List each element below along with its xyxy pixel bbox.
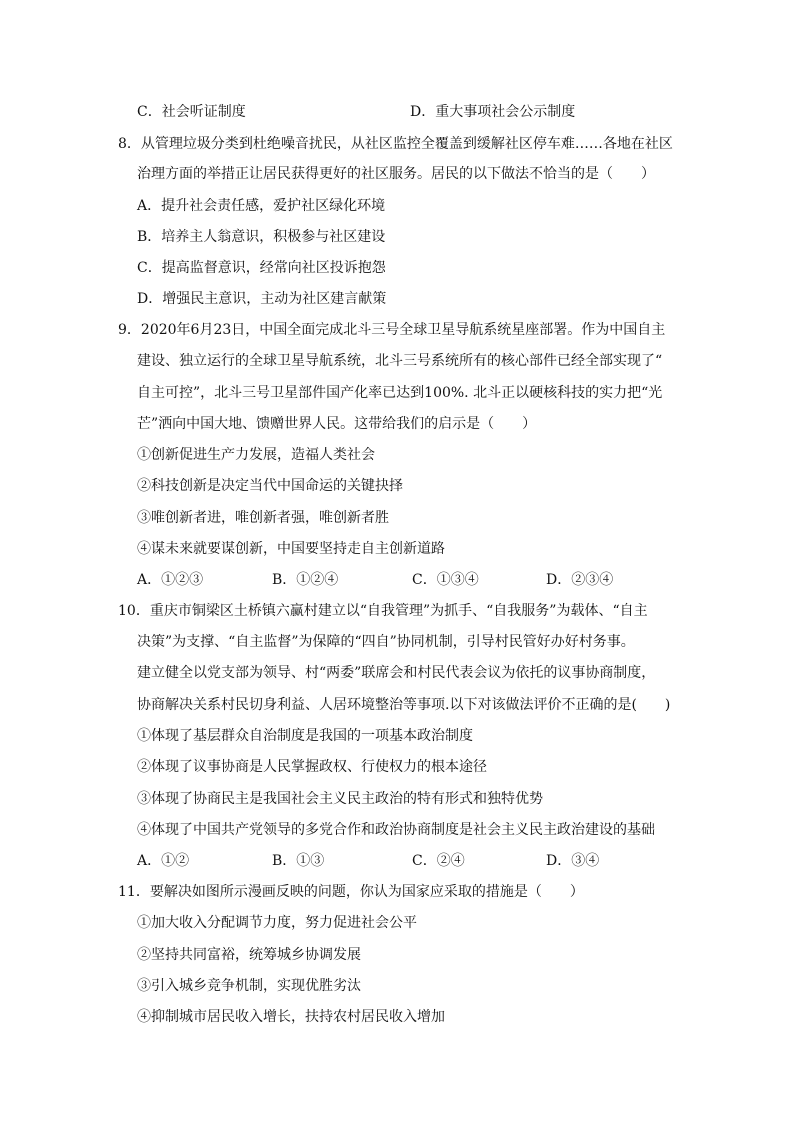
q10-option-a: A．①② (137, 853, 190, 869)
q9-option-a: A．①②③ (137, 572, 204, 588)
q8-option-d: D．增强民主意识，主动为社区建言献策 (137, 291, 387, 307)
q9-option-d: D．②③④ (546, 572, 614, 588)
q11-statement-2: ②坚持共同富裕，统筹城乡协调发展 (137, 947, 361, 963)
q10-statement-3: ③体现了协商民主是我国社会主义民主政治的特有形式和独特优势 (137, 791, 543, 807)
q7-option-c: C．社会听证制度 (137, 104, 246, 120)
q8-option-c: C．提高监督意识，经常向社区投诉抱怨 (137, 260, 386, 276)
q8-stem-line-1: 8．从管理垃圾分类到杜绝噪音扰民，从社区监控全覆盖到缓解社区停车难……各地在社区 (118, 136, 673, 152)
q9-stem-line-3: 自主可控”，北斗三号卫星部件国产化率已达到100%. 北斗正以硬核科技的实力把“光 (137, 385, 663, 401)
q8-option-b: B．培养主人翁意识，积极参与社区建设 (137, 229, 386, 245)
q8-stem-line-2: 治理方面的举措正让居民获得更好的社区服务。居民的以下做法不恰当的是（ ） (137, 166, 655, 182)
q10-stem-line-3: 建立健全以党支部为领导、村“两委”联席会和村民代表会议为依托的议事协商制度， (137, 665, 656, 681)
q10-statement-2: ②体现了议事协商是人民掌握政权、行使权力的根本途径 (137, 759, 487, 775)
q11-statement-3: ③引入城乡竞争机制，实现优胜劣汰 (137, 978, 361, 994)
q10-statement-4: ④体现了中国共产党领导的多党合作和政治协商制度是社会主义民主政治建设的基础 (137, 822, 655, 838)
q11-stem-line-1: 11．要解决如图所示漫画反映的问题，你认为国家应采取的措施是（ ） (118, 884, 584, 900)
q9-stem-line-4: 芒”洒向中国大地、馈赠世界人民。这带给我们的启示是（ ） (137, 416, 537, 432)
q8-option-a: A．提升社会责任感，爱护社区绿化环境 (137, 198, 386, 214)
q9-statement-3: ③唯创新者进，唯创新者强，唯创新者胜 (137, 510, 389, 526)
q11-statement-1: ①加大收入分配调节力度，努力促进社会公平 (137, 915, 417, 931)
q10-option-d: D．③④ (546, 853, 600, 869)
q10-stem-line-2: 决策”为支撑、“自主监督”为保障的“四自”协同机制，引导村民管好办好村务事。 (137, 634, 635, 650)
q11-statement-4: ④抑制城市居民收入增长，扶持农村居民收入增加 (137, 1009, 445, 1025)
q7-option-d: D．重大事项社会公示制度 (410, 104, 576, 120)
q10-stem-line-1: 10．重庆市铜梁区土桥镇六赢村建立以“自我管理”为抓手、“自我服务”为载体、“自主 (118, 603, 648, 619)
q9-option-b: B．①②④ (272, 572, 339, 588)
q10-option-b: B．①③ (272, 853, 325, 869)
q9-option-c: C．①③④ (412, 572, 479, 588)
q10-stem-line-4: 协商解决关系村民切身利益、人居环境整治等事项.以下对该做法评价不正确的是( ) (137, 697, 671, 713)
q9-stem-line-1: 9．2020年6月23日，中国全面完成北斗三号全球卫星导航系统星座部署。作为中国自主 (118, 322, 666, 338)
q10-option-c: C．②④ (412, 853, 465, 869)
q10-statement-1: ①体现了基层群众自治制度是我国的一项基本政治制度 (137, 728, 473, 744)
q9-statement-2: ②科技创新是决定当代中国命运的关键抉择 (137, 478, 403, 494)
q9-statement-1: ①创新促进生产力发展，造福人类社会 (137, 447, 375, 463)
q9-stem-line-2: 建设、独立运行的全球卫星导航系统，北斗三号系统所有的核心部件已经全部实现了“ (137, 353, 663, 369)
q9-statement-4: ④谋未来就要谋创新，中国要坚持走自主创新道路 (137, 541, 445, 557)
